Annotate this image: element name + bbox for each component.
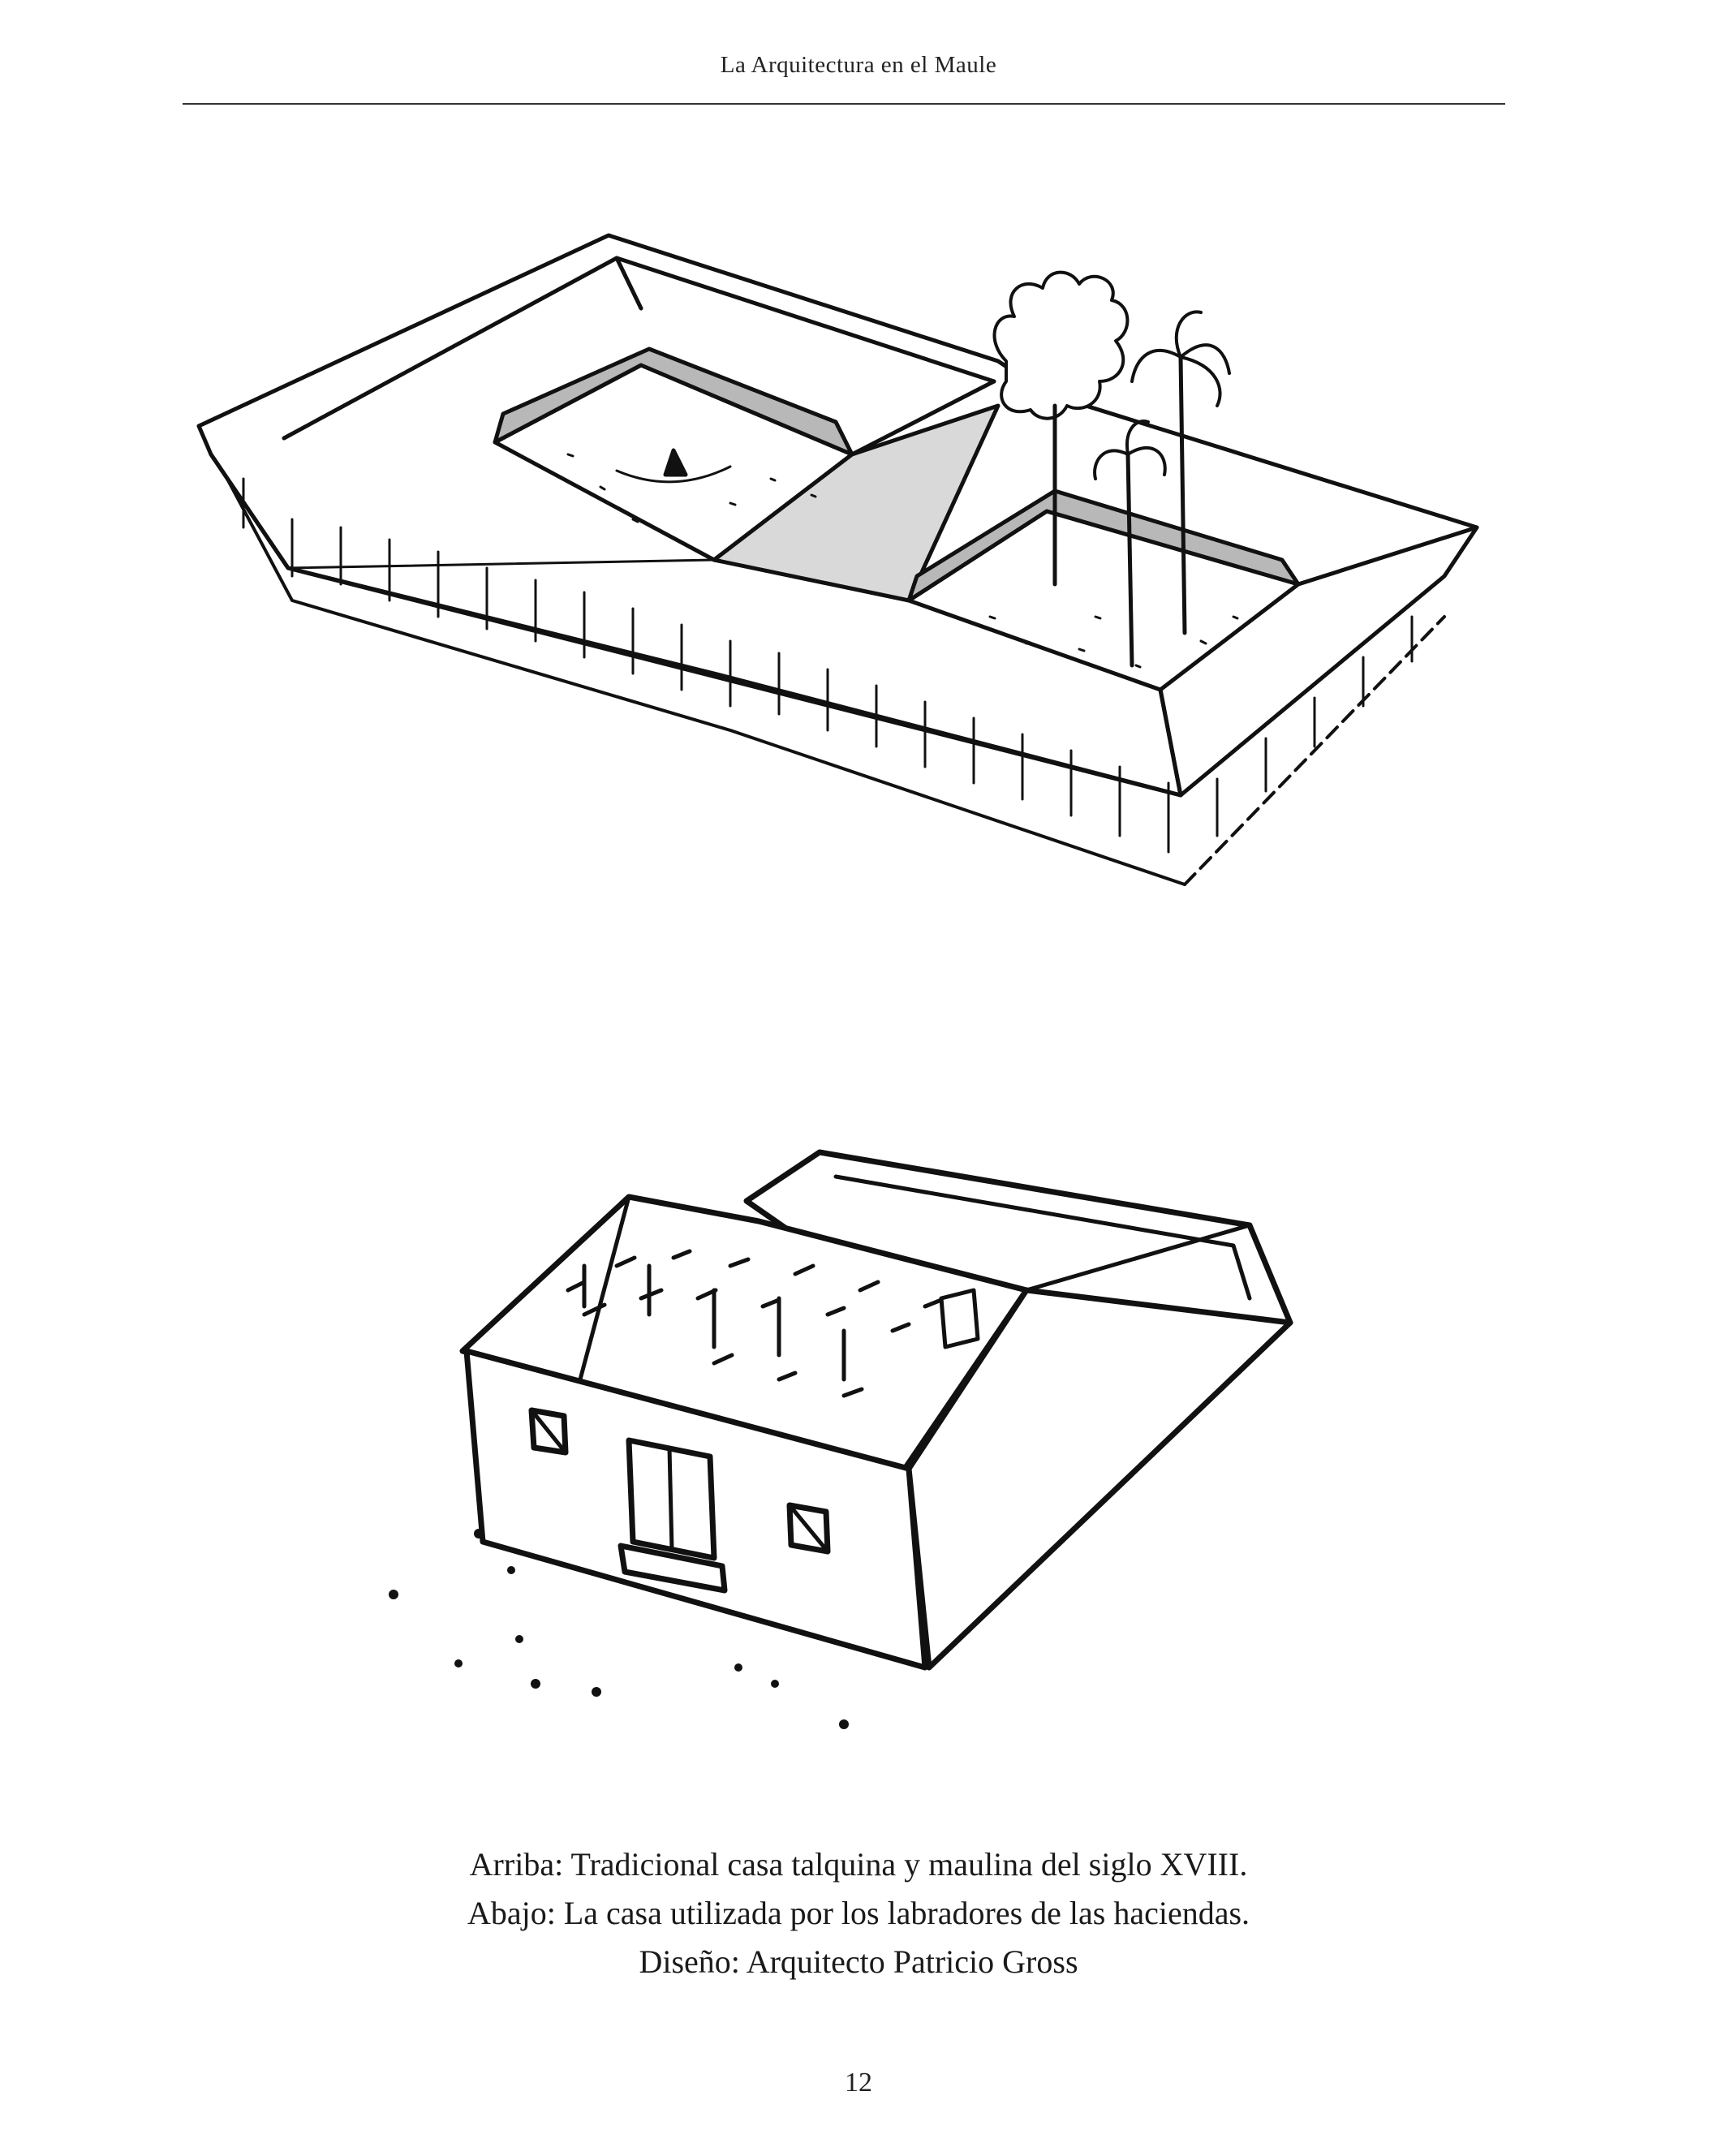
- caption-line-bottom: Abajo: La casa utilizada por los labradores de las haciendas.: [467, 1895, 1250, 1931]
- running-header: La Arquitectura en el Maule: [720, 52, 997, 78]
- figure-caption: [0, 1840, 1717, 1986]
- page-number: 12: [845, 2068, 872, 2098]
- caption-line-credit: Diseño: Arquitecto Patricio Gross: [639, 1943, 1078, 1980]
- caption-line-top: Arriba: Tradicional casa talquina y maulina del siglo XVIII.: [469, 1846, 1248, 1883]
